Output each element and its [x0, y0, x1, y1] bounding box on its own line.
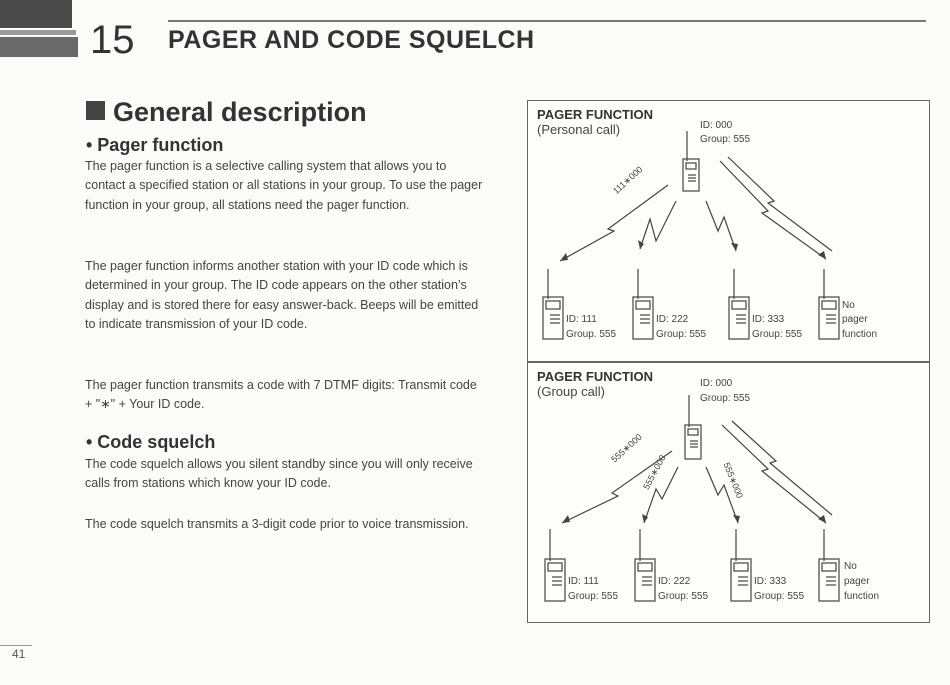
station-4-line-2: pager [842, 314, 868, 325]
pager-group-call-diagram [527, 362, 930, 623]
sender-radio-icon [685, 395, 701, 459]
code-squelch-heading: • Code squelch [86, 432, 216, 452]
sender-radio-icon [683, 131, 699, 191]
pager-paragraph-2: The pager function informs another station with your ID code which is determined in your group. The ID code appears on the other station’s display and is stored there for easy answer-back. Beeps will be emitted to indicate transmission of your ID code. [85, 259, 479, 331]
station-3-id: ID: 333 [752, 314, 785, 325]
chapter-number: 15 [90, 18, 135, 62]
diagram-subtitle: (Group call) [537, 384, 605, 399]
chapter-tab-marker [0, 0, 78, 58]
sender-group: Group: 555 [700, 134, 751, 145]
receiver-radio-icon-1 [543, 269, 563, 339]
sender-id: ID: 000 [700, 378, 733, 389]
transmit-code-1: 555∗000 [609, 431, 644, 465]
station-3-id: ID: 333 [754, 576, 787, 587]
signal-bolt-4 [722, 425, 826, 523]
pager-personal-call-diagram [527, 100, 930, 362]
receiver-radio-icon-4 [819, 529, 839, 601]
receiver-radio-icon-4 [819, 269, 839, 339]
station-2-group: Group: 555 [658, 591, 709, 602]
station-1-id: ID: 111 [568, 576, 599, 587]
signal-bolt-2 [640, 201, 676, 249]
station-4-line-1: No [842, 300, 855, 311]
sender-id: ID: 000 [700, 120, 733, 131]
transmit-code: 111∗000 [610, 164, 645, 196]
receiver-radio-icon-3 [729, 269, 749, 339]
pager-paragraph-3: The pager function transmits a code with 7 DTMF digits: Transmit code + "∗" + Your ID code. [85, 378, 477, 412]
receiver-radio-icon-2 [633, 269, 653, 339]
transmit-code-3: 555∗000 [721, 461, 745, 500]
header-rule [168, 20, 926, 22]
pager-paragraph-1: The pager function is a selective calling system that allows you to contact a specified station or all stations in your group. To use the pager function in your group, all stations need the pager function. [85, 159, 483, 212]
station-4-line-3: function [844, 591, 880, 602]
section-heading [86, 97, 367, 128]
diagram-title: PAGER FUNCTION [537, 107, 654, 122]
station-3-group: Group: 555 [754, 591, 805, 602]
station-4-line-1: No [844, 561, 857, 572]
sender-group: Group: 555 [700, 393, 751, 404]
page-number-rule [0, 645, 32, 646]
station-3-group: Group: 555 [752, 329, 803, 340]
station-1-id: ID: 111 [566, 314, 597, 325]
station-4-line-2: pager [844, 576, 870, 587]
station-2-id: ID: 222 [656, 314, 689, 325]
squelch-paragraph-2: The code squelch transmits a 3-digit code prior to voice transmission. [85, 517, 469, 531]
signal-bolt-1 [560, 185, 668, 261]
station-2-id: ID: 222 [658, 576, 691, 587]
diagram-subtitle: (Personal call) [537, 122, 621, 137]
station-2-group: Group: 555 [656, 329, 707, 340]
receiver-radio-icon-3 [731, 529, 751, 601]
pager-function-heading: • Pager function [86, 135, 224, 155]
receiver-radio-icon-1 [545, 529, 565, 601]
station-1-group: Group: 555 [568, 591, 619, 602]
section-heading-text: General description [113, 97, 367, 127]
page-number: 41 [12, 647, 26, 661]
station-1-group: Group. 555 [566, 329, 617, 340]
transmit-code-2: 555∗000 [641, 453, 668, 492]
station-4-line-3: function [842, 329, 878, 340]
square-bullet-icon [86, 101, 105, 120]
squelch-paragraph-1: The code squelch allows you silent standby since you will only receive calls from stations which know your ID code. [85, 457, 473, 491]
diagram-title: PAGER FUNCTION [537, 369, 654, 384]
receiver-radio-icon-2 [635, 529, 655, 601]
chapter-title: PAGER AND CODE SQUELCH [168, 26, 535, 54]
